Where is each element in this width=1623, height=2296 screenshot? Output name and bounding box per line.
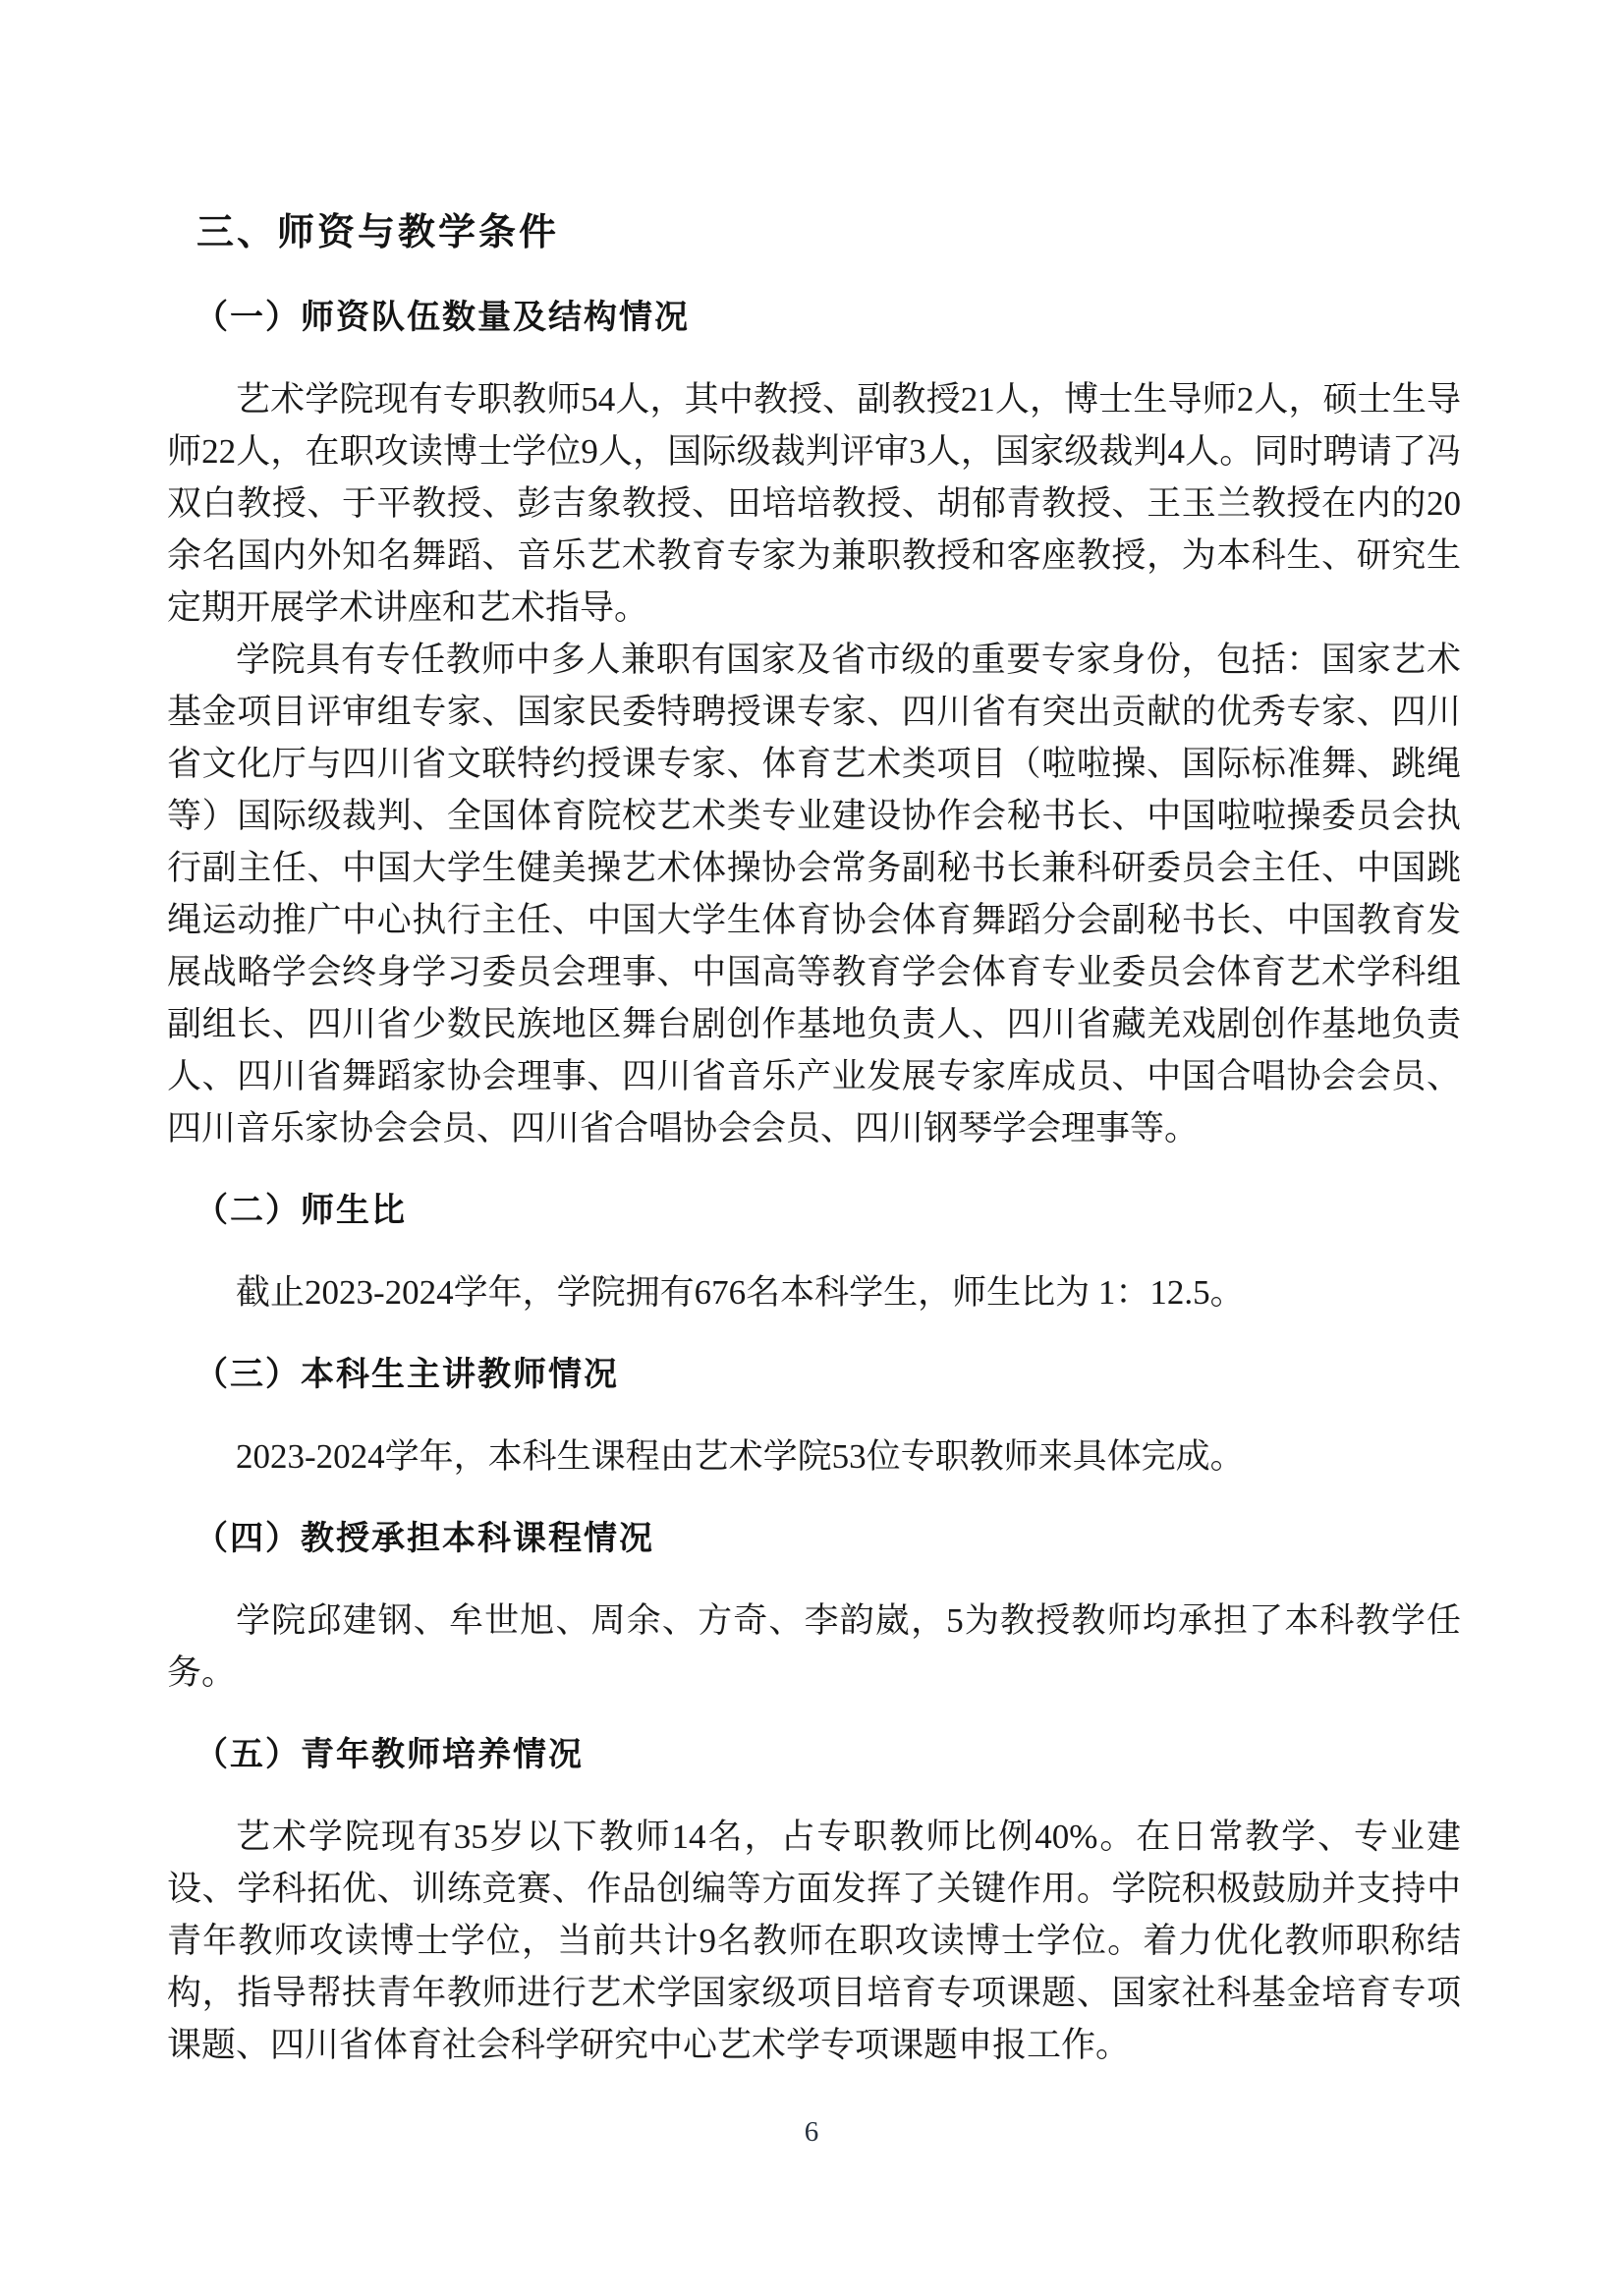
document-body [167, 293, 1461, 2071]
page-number: 6 [804, 2116, 819, 2148]
document-title: 三、师资与教学条件 [196, 212, 560, 253]
paragraph: 艺术学院现有专职教师54人，其中教授、副教授21人，博士生导师2人，硕士生导师22人，在职攻读博士学位9人，国际级裁判评审3人，国家级裁判4人。同时聘请了冯双白教授、于平教授、彭吉象教授、田培培教授、胡郁青教授、王玉兰教授在内的20余名国内外知名舞蹈、音乐艺术教育专家为兼职教授和客座教授，为本科生、研究生定期开展学术讲座和艺术指导。 [167, 380, 1461, 627]
section-heading: （四）教授承担本科课程情况 [195, 1520, 654, 1557]
section-heading: （二）师生比 [195, 1192, 407, 1229]
section [167, 293, 1461, 1154]
section-paragraphs [167, 1811, 1461, 2071]
paragraph: 学院具有专任教师中多人兼职有国家及省市级的重要专家身份，包括：国家艺术基金项目评审组专家、国家民委特聘授课专家、四川省有突出贡献的优秀专家、四川省文化厅与四川省文联特约授课专家、体育艺术类项目（啦啦操、国际标准舞、跳绳等）国际级裁判、全国体育院校艺术类专业建设协作会秘书长、中国啦啦操委员会执行副主任、中国大学生健美操艺术体操协会常务副秘书长兼科研委员会主任、中国跳绳运动推广中心执行主任、中国大学生体育协会体育舞蹈分会副秘书长、中国教育发展战略学会终身学习委员会理事、中国高等教育学会体育专业委员会体育艺术学科组副组长、四川省少数民族地区舞台剧创作基地负责人、四川省藏羌戏剧创作基地负责人、四川省舞蹈家协会理事、四川省音乐产业发展专家库成员、中国合唱协会会员、四川音乐家协会会员、四川省合唱协会会员、四川钢琴学会理事等。 [167, 641, 1461, 1148]
section-heading: （五）青年教师培养情况 [195, 1736, 584, 1773]
section [167, 1350, 1461, 1483]
section-paragraphs [167, 1430, 1461, 1483]
paragraph: 2023-2024学年，本科生课程由艺术学院53位专职教师来具体完成。 [236, 1437, 1245, 1476]
section-paragraphs [167, 1266, 1461, 1318]
paragraph: 截止2023-2024学年，学院拥有676名本科学生，师生比为 1：12.5。 [236, 1273, 1245, 1312]
section-heading: （一）师资队伍数量及结构情况 [195, 299, 690, 336]
section [167, 1514, 1461, 1699]
section-heading: （三）本科生主讲教师情况 [195, 1356, 619, 1393]
section-paragraphs [167, 1595, 1461, 1699]
section [167, 1730, 1461, 2071]
section-paragraphs [167, 373, 1461, 1154]
section [167, 1186, 1461, 1318]
paragraph: 学院邱建钢、牟世旭、周余、方奇、李韵崴，5为教授教师均承担了本科教学任务。 [167, 1601, 1461, 1692]
paragraph: 艺术学院现有35岁以下教师14名，占专职教师比例40%。在日常教学、专业建设、学科拓优、训练竞赛、作品创编等方面发挥了关键作用。学院积极鼓励并支持中青年教师攻读博士学位，当前共计9名教师在职攻读博士学位。着力优化教师职称结构，指导帮扶青年教师进行艺术学国家级项目培育专项课题、国家社科基金培育专项课题、四川省体育社会科学研究中心艺术学专项课题申报工作。 [167, 1818, 1461, 2064]
